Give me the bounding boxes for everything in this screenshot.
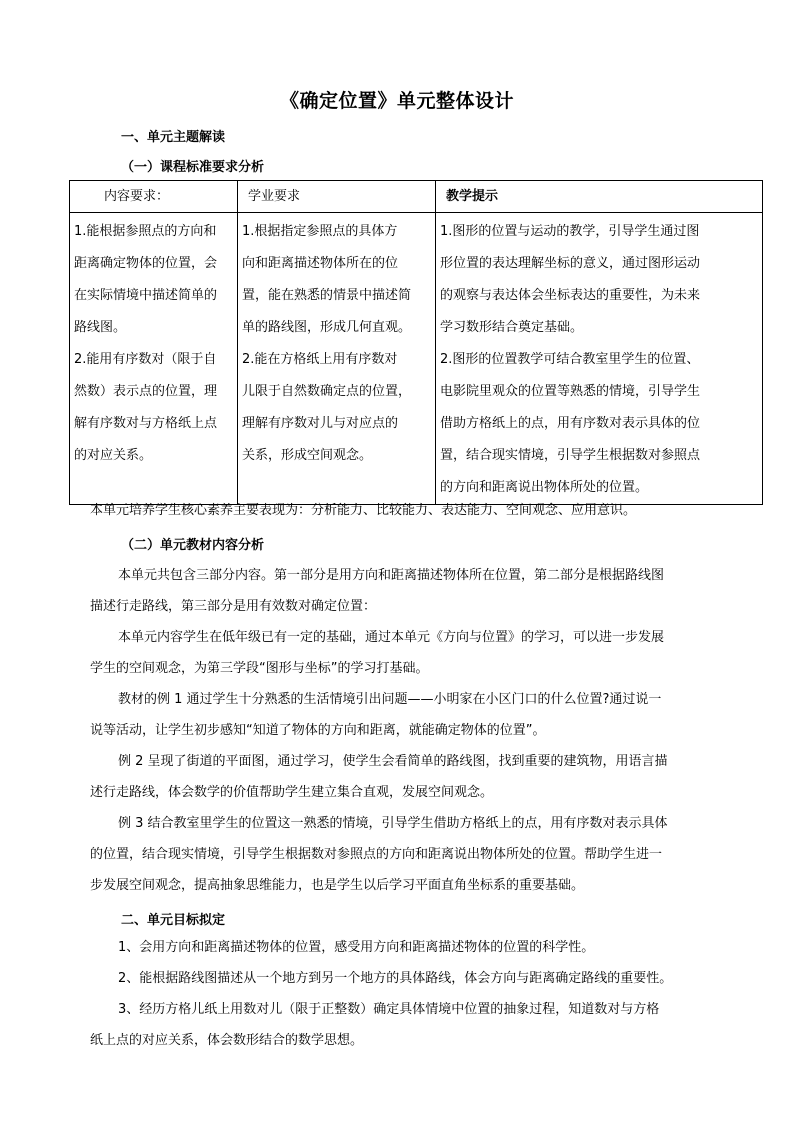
table-cell-academic-requirements	[238, 213, 436, 505]
section-1-2-heading: （二）单元教材内容分析	[121, 538, 265, 553]
cell-line: 单的路线图，形成几何直观。	[242, 320, 412, 335]
paragraph-line: 学生的空间观念，为第三学段“图形与坐标”的学习打基础。	[90, 661, 429, 676]
cell-line: 的方向和距离说出物体所处的位置。	[440, 480, 649, 495]
cell-line: 置，结合现实情境，引导学生根据数对参照点	[440, 448, 701, 463]
table-header-academic-requirements: 学业要求	[238, 181, 436, 213]
cell-line: 借助方格纸上的点，用有序数对表示具体的位	[440, 416, 701, 431]
table-header-content-requirements: 内容要求：	[70, 181, 238, 213]
table-header-teaching-tips: 教学提示	[436, 181, 763, 213]
goal-line: 3、经历方格儿纸上用数对儿（限于正整数）确定具体情境中位置的抽象过程，知道数对与方格	[118, 1002, 660, 1017]
document-title: 《确定位置》单元整体设计	[279, 90, 514, 112]
table-row	[70, 213, 763, 505]
cell-line: 形位置的表达理解坐标的意义，通过图形运动	[440, 256, 701, 271]
cell-line: 路线图。	[74, 320, 127, 335]
paragraph-line: 例 3 结合教室里学生的位置这一熟悉的情境，引导学生借助方格纸上的点，用有序数对表示具体	[118, 816, 668, 831]
goal-line: 纸上点的对应关系，体会数形结合的数学思想。	[90, 1033, 364, 1048]
cell-line: 学习数形结合奠定基础。	[440, 320, 584, 335]
paragraph-line: 步发展空间观念，提高抽象思维能力，也是学生以后学习平面直角坐标系的重要基础。	[90, 878, 585, 893]
curriculum-standards-table	[69, 180, 763, 505]
paragraph-line: 本单元共包含三部分内容。第一部分是用方向和距离描述物体所在位置，第二部分是根据路线图	[118, 568, 665, 583]
table-cell-content-requirements	[70, 213, 238, 505]
paragraph-line: 本单元内容学生在低年级已有一定的基础，通过本单元《方向与位置》的学习，可以进一步发展	[118, 630, 665, 645]
cell-line: 然数）表示点的位置，理	[74, 384, 218, 399]
paragraph-line: 述行走路线，体会数学的价值帮助学生建立集合直观，发展空间观念。	[90, 785, 494, 800]
cell-line: 关系，形成空间观念。	[242, 448, 373, 463]
cell-line: 的对应关系。	[74, 448, 153, 463]
cell-line: 理解有序数对儿与对应点的	[242, 416, 399, 431]
cell-line: 2.图形的位置教学可结合教室里学生的位置、	[440, 352, 700, 367]
core-literacy-paragraph: 本单元培养学生核心素养主要表现为：分析能力、比较能力、表达能力、空间观念、应用意识。	[90, 503, 637, 518]
section-1-1-heading: （一）课程标准要求分析	[121, 160, 265, 175]
cell-line: 距离确定物体的位置，会	[74, 256, 218, 271]
paragraph-line: 教材的例 1 通过学生十分熟悉的生活情境引出问题——小明家在小区门口的什么位置?通过说一	[118, 692, 662, 707]
cell-line: 儿限于自然数确定点的位置，	[242, 384, 412, 399]
goal-line: 2、能根据路线图描述从一个地方到另一个地方的具体路线，体会方向与距离确定路线的重要性。	[118, 971, 673, 986]
goal-line: 1、会用方向和距离描述物体的位置，感受用方向和距离描述物体的位置的科学性。	[118, 940, 595, 955]
cell-line: 置，能在熟悉的情景中描述简	[242, 288, 412, 303]
cell-line: 的观察与表达体会坐标表达的重要性，为未来	[440, 288, 701, 303]
cell-line: 向和距离描述物体所在的位	[242, 256, 399, 271]
cell-line: 电影院里观众的位置等熟悉的情境，引导学生	[440, 384, 701, 399]
cell-line: 1.能根据参照点的方向和	[74, 224, 217, 239]
section-2-heading: 二、单元目标拟定	[121, 913, 226, 928]
cell-line: 2.能用有序数对（限于自	[74, 352, 217, 367]
cell-line: 2.能在方格纸上用有序数对	[242, 352, 398, 367]
section-1-heading: 一、单元主题解读	[121, 130, 226, 145]
cell-line: 1.图形的位置与运动的教学，引导学生通过图	[440, 224, 700, 239]
paragraph-line: 例 2 呈现了街道的平面图，通过学习，使学生会看简单的路线图，找到重要的建筑物，用语言描	[118, 754, 668, 769]
table-cell-teaching-tips	[436, 213, 763, 505]
paragraph-line: 的位置，结合现实情境，引导学生根据数对参照点的方向和距离说出物体所处的位置。帮助学生进一	[90, 847, 663, 862]
cell-line: 1.根据指定参照点的具体方	[242, 224, 398, 239]
paragraph-line: 描述行走路线，第三部分是用有效数对确定位置：	[90, 599, 377, 614]
cell-line: 在实际情境中描述简单的	[74, 288, 218, 303]
cell-line: 解有序数对与方格纸上点	[74, 416, 218, 431]
table-header-row	[70, 181, 763, 213]
paragraph-line: 说等活动，让学生初步感知“知道了物体的方向和距离，就能确定物体的位置”。	[90, 723, 546, 738]
